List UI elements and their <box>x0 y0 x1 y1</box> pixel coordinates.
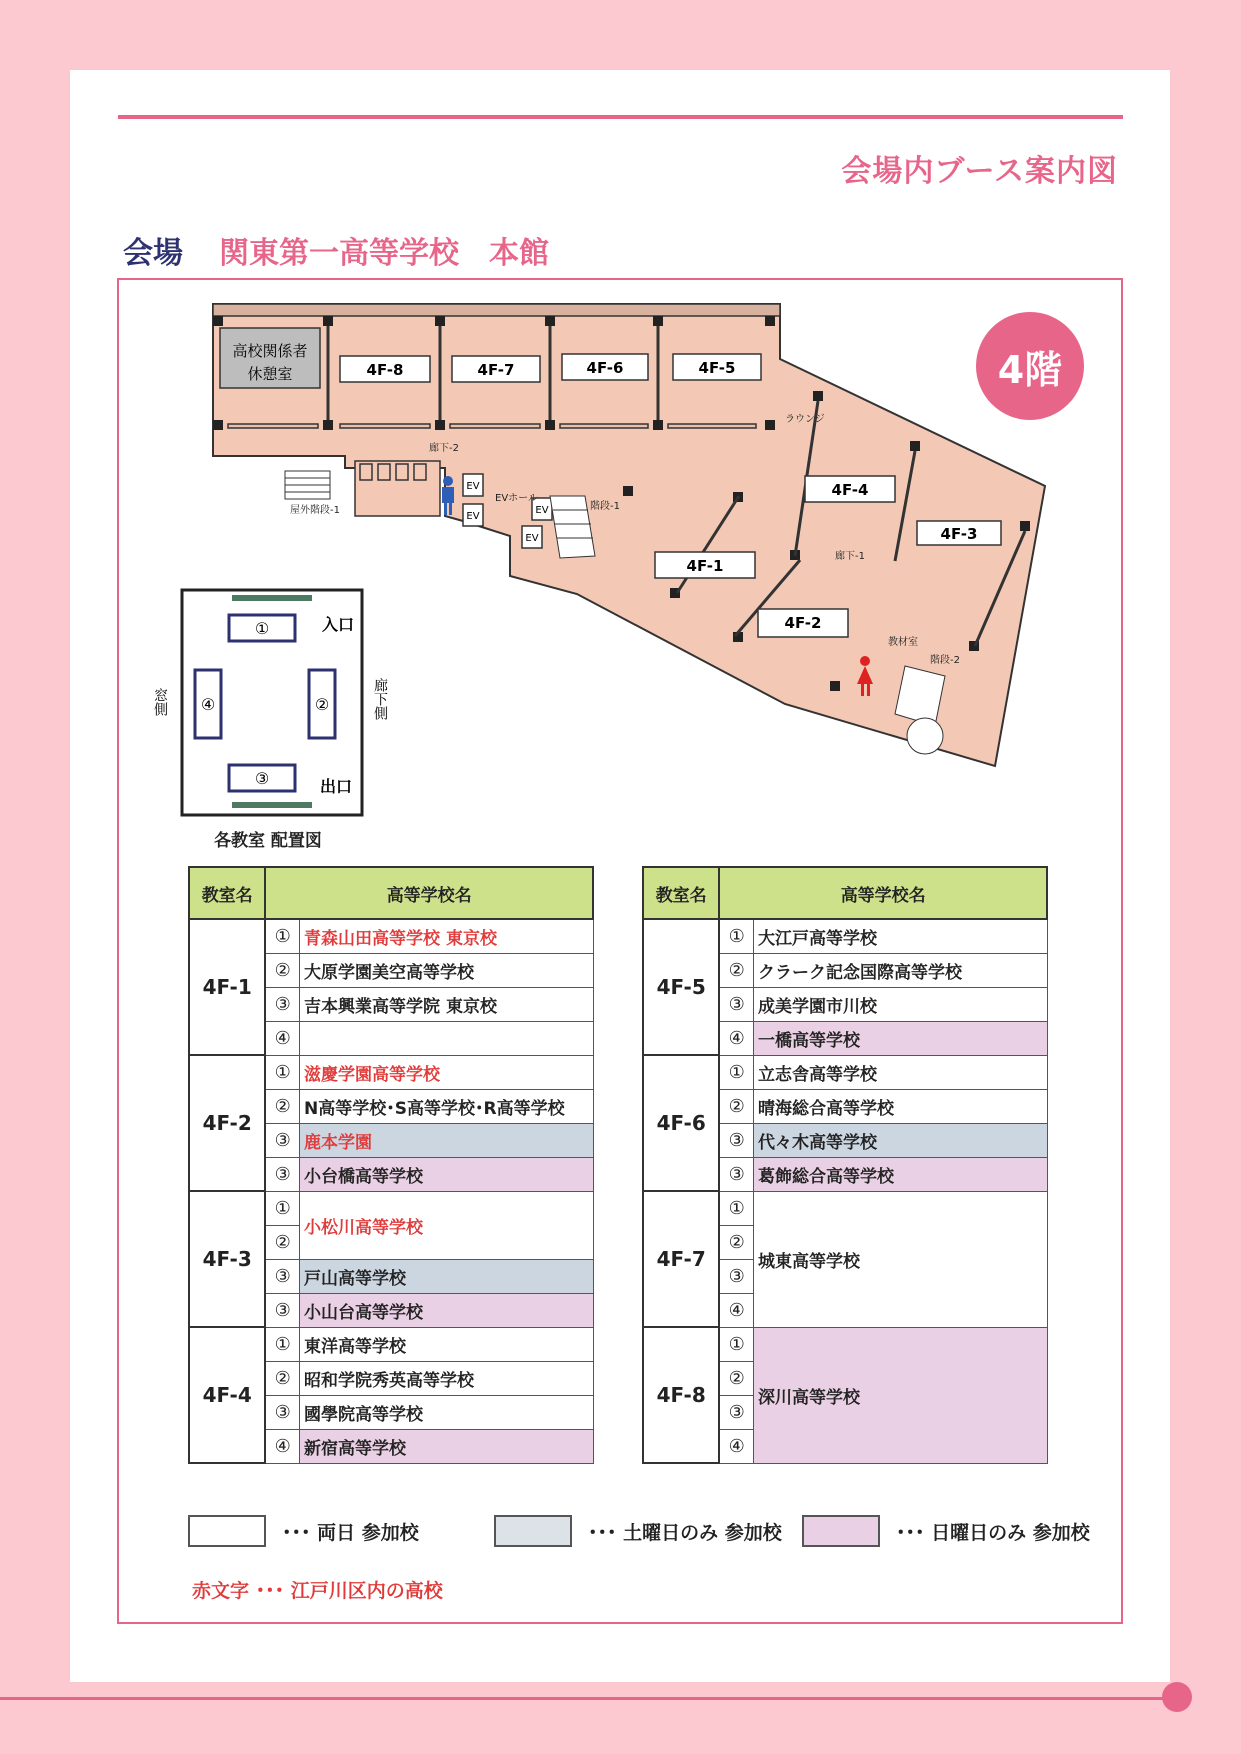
school-name: 葛飾総合高等学校 <box>754 1157 1047 1191</box>
room-name: 4F-5 <box>643 919 719 1055</box>
layout-caption: 各教室 配置図 <box>214 831 322 851</box>
booth-number: ② <box>719 953 753 987</box>
booth-number: ③ <box>265 1293 299 1327</box>
school-name: 立志舎高等学校 <box>754 1055 1047 1089</box>
booth-number: ③ <box>265 1395 299 1429</box>
booth-number: ① <box>719 1055 753 1089</box>
legend-swatch-both <box>188 1515 266 1547</box>
school-name: 東洋高等学校 <box>300 1327 593 1361</box>
rest-room-label-2: 休憩室 <box>247 365 293 383</box>
stairs-2-label: 階段-2 <box>930 655 960 666</box>
room-name: 4F-3 <box>189 1191 265 1327</box>
booth-number: ③ <box>265 987 299 1021</box>
venue-name: 関東第一高等学校 本館 <box>219 236 549 271</box>
table-row <box>643 1055 1047 1089</box>
booth-number: ④ <box>265 1429 299 1463</box>
school-name: 鹿本学園 <box>300 1123 593 1157</box>
legend-text-sunday: ･･･ 日曜日のみ 参加校 <box>896 1521 1090 1544</box>
booth-number: ② <box>265 953 299 987</box>
school-name: 深川高等学校 <box>754 1327 1047 1463</box>
window-side-label: 窓側 <box>152 688 168 716</box>
booth-number: ① <box>265 1191 299 1225</box>
room-label-4f-8: 4F-8 <box>366 361 404 379</box>
bottom-dot <box>1162 1682 1192 1712</box>
school-name: 一橋高等学校 <box>754 1021 1047 1055</box>
school-name: 戸山高等学校 <box>300 1259 593 1293</box>
corridor-side-label: 廊下側 <box>372 678 388 720</box>
classroom-layout-diagram <box>152 580 402 830</box>
school-name: 昭和学院秀英高等学校 <box>300 1361 593 1395</box>
school-name: 大原学園美空高等学校 <box>300 953 593 987</box>
booth-number: ④ <box>719 1293 753 1327</box>
room-label-4f-5: 4F-5 <box>698 359 736 377</box>
room-name: 4F-8 <box>643 1327 719 1463</box>
room-label-4f-2: 4F-2 <box>784 614 822 632</box>
booth-number: ① <box>265 919 299 953</box>
booth-number: ③ <box>265 1123 299 1157</box>
lounge-label: ラウンジ <box>785 414 825 425</box>
legend-swatch-sunday <box>802 1515 880 1547</box>
school-name: 滋慶学園高等学校 <box>300 1055 593 1089</box>
booth-number: ③ <box>719 1123 753 1157</box>
outdoor-stairs-label: 屋外階段-1 <box>290 505 340 516</box>
room-name: 4F-2 <box>189 1055 265 1191</box>
school-name: 大江戸高等学校 <box>754 919 1047 953</box>
floor-badge: 4階 <box>976 312 1084 420</box>
school-name: クラーク記念国際高等学校 <box>754 953 1047 987</box>
booth-number: ① <box>719 1191 753 1225</box>
corridor-1-label: 廊下-1 <box>835 551 865 562</box>
header-room: 教室名 <box>643 867 719 919</box>
booth-2: ② <box>314 695 330 714</box>
booth-number: ④ <box>719 1429 753 1463</box>
table-row <box>643 1191 1047 1225</box>
legend-saturday <box>494 1514 782 1548</box>
booth-number: ③ <box>719 987 753 1021</box>
venue-label: 会場 <box>123 236 183 271</box>
booth-number: ② <box>719 1225 753 1259</box>
booth-number: ① <box>265 1327 299 1361</box>
room-name: 4F-7 <box>643 1191 719 1327</box>
ev-label-3: EV <box>535 505 549 516</box>
school-name: 吉本興業高等学院 東京校 <box>300 987 593 1021</box>
header-room: 教室名 <box>189 867 265 919</box>
booth-3: ③ <box>254 769 270 788</box>
entrance-label: 入口 <box>322 615 355 634</box>
room-label-4f-3: 4F-3 <box>940 525 978 543</box>
booth-number: ③ <box>719 1157 753 1191</box>
room-label-4f-1: 4F-1 <box>686 557 724 575</box>
legend-both-days <box>188 1514 419 1548</box>
school-name: 青森山田高等学校 東京校 <box>300 919 593 953</box>
booth-number: ③ <box>265 1259 299 1293</box>
school-name <box>300 1021 593 1055</box>
exit-label: 出口 <box>320 777 353 796</box>
legend-swatch-saturday <box>494 1515 572 1547</box>
room-label-4f-6: 4F-6 <box>586 359 624 377</box>
table-row <box>189 919 593 953</box>
booth-number: ② <box>719 1089 753 1123</box>
section-title: 会場内ブース案内図 <box>841 154 1118 189</box>
corridor-2-label: 廊下-2 <box>429 443 459 454</box>
table-row <box>643 1327 1047 1361</box>
school-name: 晴海総合高等学校 <box>754 1089 1047 1123</box>
school-name: 成美学園市川校 <box>754 987 1047 1021</box>
legend-text-both: ･･･ 両日 参加校 <box>282 1521 419 1544</box>
stairs-1-label: 階段-1 <box>590 501 620 512</box>
legend-sunday <box>802 1514 1090 1548</box>
table-row <box>189 1327 593 1361</box>
legend-text-saturday: ･･･ 土曜日のみ 参加校 <box>588 1521 782 1544</box>
booth-number: ① <box>719 919 753 953</box>
school-name: N高等学校･S高等学校･R高等学校 <box>300 1089 593 1123</box>
booth-number: ③ <box>719 1259 753 1293</box>
header-school: 高等学校名 <box>265 867 593 919</box>
school-name: 代々木高等学校 <box>754 1123 1047 1157</box>
ev-label-1: EV <box>466 481 480 492</box>
booth-1: ① <box>254 619 270 638</box>
school-name: 小山台高等学校 <box>300 1293 593 1327</box>
booth-number: ① <box>719 1327 753 1361</box>
booth-number: ② <box>265 1361 299 1395</box>
school-name: 城東高等学校 <box>754 1191 1047 1327</box>
ev-label-4: EV <box>525 533 539 544</box>
material-room-label: 教材室 <box>888 637 918 648</box>
top-rule <box>118 115 1123 119</box>
ev-label-2: EV <box>466 511 480 522</box>
booth-number: ④ <box>265 1021 299 1055</box>
ev-hall-label: EVホール <box>495 493 538 504</box>
room-label-4f-4: 4F-4 <box>831 481 869 499</box>
bottom-rule <box>0 1697 1172 1700</box>
venue-heading <box>123 228 549 272</box>
header-school: 高等学校名 <box>719 867 1047 919</box>
booth-number: ③ <box>265 1157 299 1191</box>
room-name: 4F-1 <box>189 919 265 1055</box>
table-row <box>189 1191 593 1225</box>
room-name: 4F-4 <box>189 1327 265 1463</box>
room-name: 4F-6 <box>643 1055 719 1191</box>
booth-number: ③ <box>719 1395 753 1429</box>
table-row <box>189 1055 593 1089</box>
school-name: 新宿高等学校 <box>300 1429 593 1463</box>
booth-number: ② <box>265 1225 299 1259</box>
booth-number: ② <box>265 1089 299 1123</box>
booth-number: ② <box>719 1361 753 1395</box>
red-text-note: 赤文字 ･･･ 江戸川区内の高校 <box>192 1580 443 1602</box>
school-name: 國學院高等学校 <box>300 1395 593 1429</box>
table-row <box>643 919 1047 953</box>
school-name: 小台橋高等学校 <box>300 1157 593 1191</box>
booth-number: ④ <box>719 1021 753 1055</box>
booth-number: ① <box>265 1055 299 1089</box>
rest-room-label-1: 高校関係者 <box>232 342 308 360</box>
booth-table-right <box>642 866 1048 1464</box>
school-name: 小松川高等学校 <box>300 1191 593 1259</box>
booth-4: ④ <box>200 695 216 714</box>
booth-table-left <box>188 866 594 1464</box>
room-label-4f-7: 4F-7 <box>477 361 515 379</box>
